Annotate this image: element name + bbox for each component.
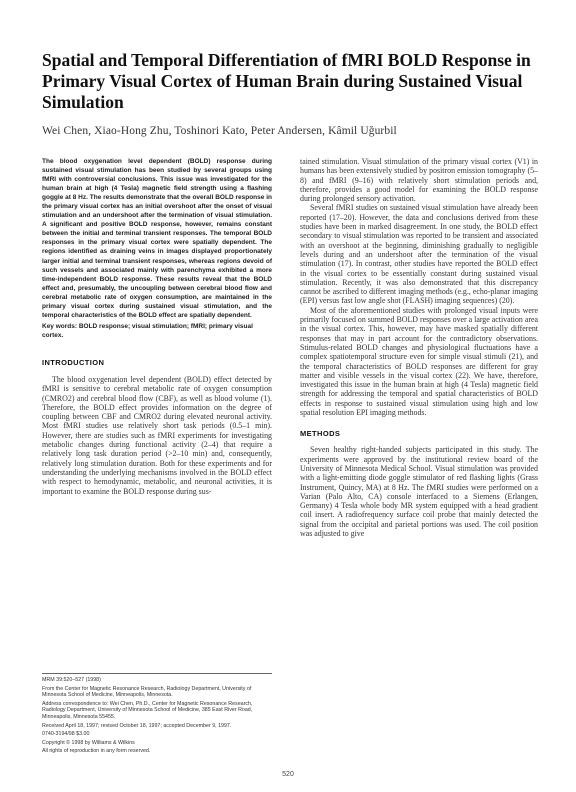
introduction-text: The blood oxygenation level dependent (BOLD) effect detected by fMRI is sensitive to cerebral metabolic rate of oxygen consumption (CMRO2) and cerebral blood flow (CBF), as well as blood volume (1). Therefore, the BOLD effect provides information on the degree of coupling between CBF and CMRO2 during elevated neuronal activity. Most fMRI studies use relatively short task periods (0.5–1 min). However, there are studies such as fMRI experiments for investigating metabolic changes during functional activity (2–4) that require a relatively long task duration period (>2–10 min) and, consequently, relatively long stimulation duration. Both for these experiments and for understanding the underlying mechanisms involved in the BOLD effect with respect to hemodynamic, metabolic, and neuronal activities, it is important to examine the BOLD response during sus-: [42, 374, 272, 496]
introduction-paragraph-3: Most of the aforementioned studies with prolonged visual inputs were primarily focused on summed BOLD responses over a large activation area in the visual cortex. This, however, may have masked spatially different responses that may in part account for the contradictory observations. Stimulus-related BOLD changes and physiological fluctuations have a complex spatiotemporal structure even for simple visual stimuli (21), and the temporal characteristics of BOLD responses are different for gray matter and visible vessels in the visual cortex (22). We have, therefore, investigated this issue in the human brain at high (4 Tesla) magnetic field strength for addressing the temporal and spatial characteristics of BOLD effects in response to sustained visual stimulation using high and low spatial resolution EPI imaging methods.: [300, 305, 538, 418]
keywords: Key words: BOLD response; visual stimulation; fMRI; primary visual cortex.: [42, 322, 253, 339]
introduction-continued: tained stimulation. Visual stimulation of the primary visual cortex (V1) in humans has been extensively studied by positron emission tomography (5–8) and fMRI (9–16) with relatively short stimulation periods and, therefore, provides a good model for examining the BOLD response during prolonged sensory activation.: [300, 157, 538, 204]
footnote-correspondence: Address correspondence to: Wei Chen, Ph.D., Center for Magnetic Resonance Research, Radiology Department, University of Minnesota School of Medicine, 385 East River Road, Minneapolis, Minnesota 55455.: [42, 700, 253, 720]
footnote-journal: MRM 39:520–527 (1998): [42, 677, 101, 683]
right-column: [300, 157, 538, 538]
introduction-heading: INTRODUCTION: [42, 357, 105, 367]
footnote-affiliation: From the Center for Magnetic Resonance Research, Radiology Department, University of Minnesota School of Medicine, Minneapolis, Minnesota.: [42, 685, 252, 699]
left-column: [42, 157, 272, 496]
page-number: 520: [282, 771, 294, 778]
footnote-issn: 0740-3194/98 $3.00: [42, 731, 90, 738]
footnote-received: Received April 18, 1997; revised October 18, 1997; accepted December 9, 1997.: [42, 722, 232, 729]
methods-text: Seven healthy right-handed subjects participated in this study. The experiments were approved by the institutional review board of the University of Minnesota Medical School. Visual stimulation was provided with a light-emitting diode goggle stimulator of red flashing lights (Grass Instrument, Quincy, MA) at 8 Hz. The fMRI studies were performed on a Varian (Palo Alto, CA) console interfaced to a Siemens (Erlangen, Germany) 4 Tesla whole body MR system equipped with a head gradient coil insert. A radiofrequency surface coil probe that mainly detected the signal from the occipital and parietal portions was used. The coil position was adjusted to give: [300, 445, 538, 538]
abstract: The blood oxygenation level dependent (BOLD) response during sustained visual stimulation has been studied by several groups using fMRI with controversial conclusions. This issue was investigated for the human brain at high (4 Tesla) magnetic field strength using a flashing goggle at 8 Hz. The results demonstrate that the overall BOLD response in the primary visual cortex has an initial overshoot after the onset of visual stimulation and an undershoot after the termination of visual stimulation. A significant and positive BOLD response, however, remains constant between the initial and terminal transient responses. The temporal BOLD responses in the primary visual cortex were spatially dependent. The regions identified as draining veins in images displayed proportionately larger initial and terminal transient responses, whereas regions devoid of such vessels and associated mainly with parenchyma exhibited a more time-independent BOLD response. These results reveal that the BOLD effect and, presumably, the uncoupling between cerebral blood flow and cerebral metabolic rate of oxygen consumption, are maintained in the primary visual cortex during sustained visual stimulation, and the temporal characteristics of the BOLD effect are spatially dependent.: [42, 158, 272, 319]
introduction-paragraph-2: Several fMRI studies on sustained visual stimulation have already been reported (17–20). However, the data and conclusions derived from these studies have been in marked disagreement. In one study, the BOLD effect secondary to visual stimulation was reported to be transient and associated with an overshoot at the beginning, diminishing gradually to negligible levels during and an undershoot after the termination of the visual stimulation (17). In contrast, other studies have reported the BOLD effect in the visual cortex to be essentially constant during sustained visual stimulation. Recently, it was also demonstrated that this discrepancy cannot be ascribed to different imaging methods (e.g., echo-planar imaging (EPI) versus fast low angle shot (FLASH) imaging sequences) (20).: [300, 203, 538, 306]
footnote-copyright: Copyright © 1998 by Williams & Wilkins: [42, 739, 135, 746]
methods-heading: METHODS: [300, 429, 341, 439]
footnote-rights: All rights of reproduction in any form reserved.: [42, 748, 151, 755]
paper-title: Spatial and Temporal Differentiation of fMRI BOLD Response in Primary Visual Cortex of Human Brain during Sustained Visual Simulation: [42, 50, 531, 112]
author-list: Wei Chen, Xiao-Hong Zhu, Toshinori Kato, Peter Andersen, Kâmil Uğurbil: [42, 125, 397, 137]
footnotes: [42, 673, 272, 757]
